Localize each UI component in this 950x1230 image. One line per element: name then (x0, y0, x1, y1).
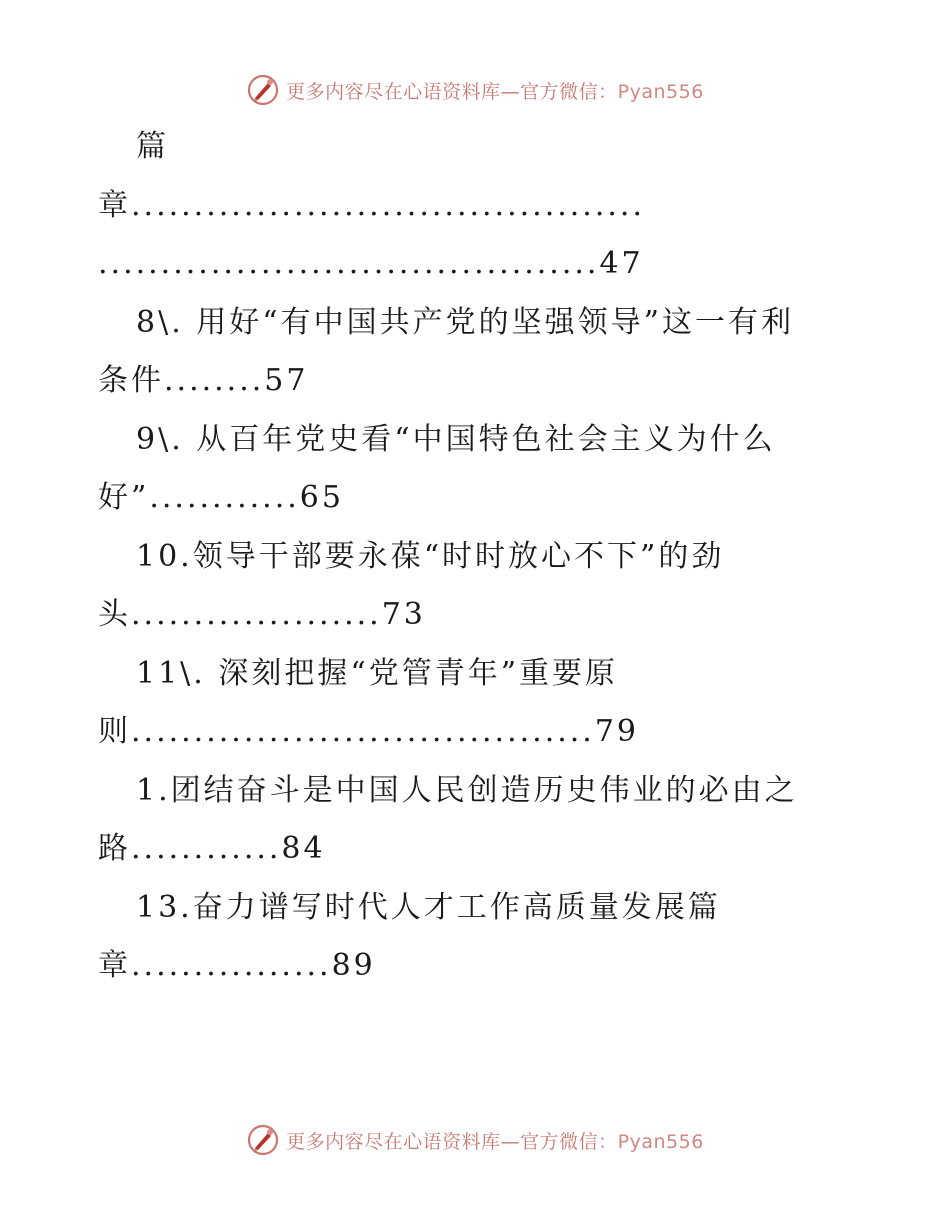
toc-line: 头....................73 (98, 597, 426, 632)
toc-line: 篇 (136, 129, 169, 164)
watermark-text: 更多内容尽在心语资料库—官方微信：Pyan556 (286, 80, 704, 103)
toc-line: 路............84 (98, 831, 326, 866)
table-of-contents (98, 118, 858, 996)
watermark-text: 更多内容尽在心语资料库—官方微信：Pyan556 (286, 1130, 704, 1153)
pen-circle-logo-icon (246, 73, 280, 107)
toc-line: ........................................47 (98, 246, 644, 281)
toc-line: 好”............65 (98, 480, 344, 515)
pen-circle-logo-icon (246, 1123, 280, 1157)
watermark-account: Pyan556 (617, 80, 704, 103)
watermark-account: Pyan556 (617, 1130, 704, 1153)
toc-line: 9\. 从百年党史看“中国特色社会主义为什么 (136, 421, 776, 457)
toc-line: 11\. 深刻把握“党管青年”重要原 (136, 655, 619, 691)
toc-line: 条件........57 (98, 363, 309, 398)
toc-line: 1.团结奋斗是中国人民创造历史伟业的必由之 (136, 772, 798, 808)
footer-watermark (0, 1120, 950, 1160)
toc-line: 13.奋力谱写时代人才工作高质量发展篇 (136, 889, 721, 925)
header-watermark (0, 70, 950, 110)
toc-line: 则.....................................79 (98, 714, 640, 749)
toc-line: 章......................................... (98, 187, 645, 223)
toc-line: 10.领导干部要永葆“时时放心不下”的劲 (136, 538, 725, 574)
toc-line: 章................89 (98, 948, 376, 983)
toc-line: 8\. 用好“有中国共产党的坚强领导”这一有利 (136, 304, 794, 340)
